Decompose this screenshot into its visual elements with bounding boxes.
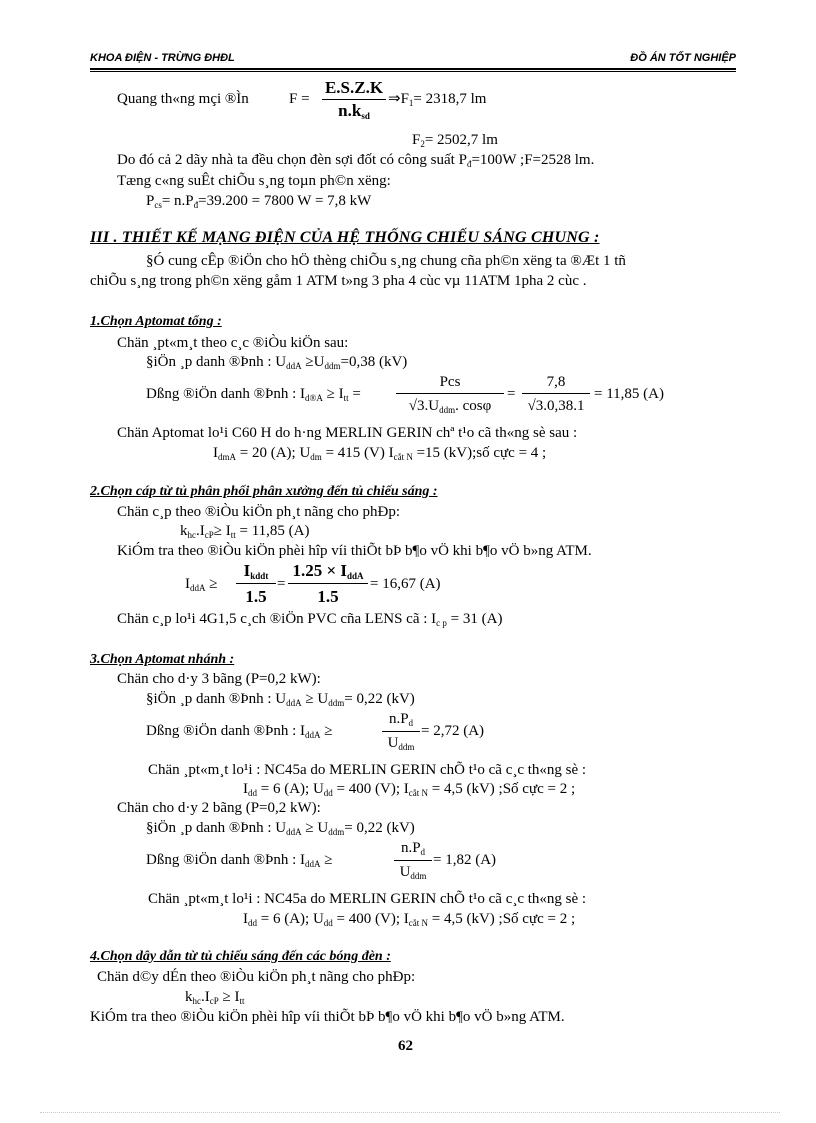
subsection-heading: 3.Chọn Aptomat nhánh : bbox=[90, 652, 235, 667]
sub: dd bbox=[248, 788, 257, 798]
text-line bbox=[243, 910, 575, 928]
text: = 6 (A); U bbox=[257, 781, 324, 797]
text: Dßng ®iÖn danh ®Þnh : I bbox=[146, 386, 306, 402]
sub: kddt bbox=[250, 571, 269, 581]
text-line bbox=[146, 192, 371, 210]
text: Chän c¸p lo¹i 4G1,5 c¸ch ®iÖn PVC cña LENS cã : I bbox=[117, 611, 437, 627]
formula-result bbox=[388, 90, 486, 108]
result-value: = 2502,7 lm bbox=[424, 132, 498, 148]
text: U bbox=[399, 864, 411, 880]
text-line bbox=[146, 722, 333, 740]
sub: c p bbox=[436, 618, 447, 628]
text: §iÖn ¸p danh ®Þnh : U bbox=[146, 354, 287, 370]
sub: cs bbox=[154, 200, 162, 210]
sub: đ bbox=[466, 159, 472, 169]
result-value: = 2318,7 lm bbox=[413, 91, 487, 107]
text: = n.P bbox=[161, 193, 194, 209]
result-text: ⇒F bbox=[388, 91, 409, 107]
text-line bbox=[146, 819, 415, 837]
sub: ddA bbox=[347, 571, 364, 581]
text: = 6 (A); U bbox=[257, 911, 324, 927]
result-value: = 2,72 (A) bbox=[421, 723, 485, 739]
fraction-numerator bbox=[288, 563, 368, 579]
text-line: Chän c¸p theo ®iÒu kiÖn ph¸t nãng cho phÐp: bbox=[117, 504, 401, 520]
sub: dmA bbox=[218, 452, 236, 462]
text: =100W ;F=2528 lm. bbox=[471, 152, 595, 168]
text: √3.U bbox=[408, 398, 440, 414]
text: ≥ bbox=[320, 852, 333, 868]
fraction-numerator bbox=[236, 563, 276, 579]
text: = 0,22 (kV) bbox=[344, 820, 415, 836]
fraction-denominator bbox=[382, 735, 420, 751]
text: U bbox=[387, 735, 399, 751]
fraction-numerator: Pcs bbox=[439, 374, 461, 390]
sub: cP bbox=[209, 996, 219, 1006]
text: k bbox=[180, 523, 188, 539]
sub: d bbox=[408, 718, 414, 728]
fraction-numerator bbox=[394, 840, 432, 856]
text: ≥ U bbox=[301, 820, 329, 836]
sub: đ bbox=[193, 200, 199, 210]
text-line bbox=[146, 385, 361, 403]
sub: ddm bbox=[324, 361, 341, 371]
text-line: KiÓm tra theo ®iÒu kiÖn phèi hîp víi thiÕt bÞ b¶o vÖ khi b¶o vÖ b»ng ATM. bbox=[117, 543, 592, 559]
denominator-text: n.k bbox=[338, 101, 362, 120]
page-number: 62 bbox=[398, 1038, 413, 1054]
fraction-bar bbox=[288, 583, 368, 584]
subsection-heading: 1.Chọn Aptomat tổng : bbox=[90, 314, 222, 329]
text: ≥U bbox=[301, 354, 325, 370]
text-line: Chän cho d·y 3 bãng (P=0,2 kW): bbox=[117, 671, 321, 687]
text: n.P bbox=[400, 840, 421, 856]
text: =15 (kV);số cực = 4 ; bbox=[412, 445, 547, 461]
text: Do đó cả 2 dãy nhà ta đều chọn đèn sợi đốt có công suất P bbox=[117, 152, 467, 168]
sub: d bbox=[420, 847, 426, 857]
formula-result bbox=[412, 131, 498, 149]
text: 1.25 × I bbox=[292, 561, 348, 580]
text-line: Chän cho d·y 2 bãng (P=0,2 kW): bbox=[117, 800, 321, 816]
text: .I bbox=[196, 523, 205, 539]
sub: ddA bbox=[305, 730, 321, 740]
equals: = bbox=[277, 576, 286, 592]
subsection-heading: 4.Chọn dây dẫn từ tủ chiếu sáng đến các bóng đèn : bbox=[90, 949, 391, 964]
sub: ddA bbox=[286, 698, 302, 708]
fraction-numerator: 7,8 bbox=[546, 374, 566, 390]
bottom-dotted-border bbox=[40, 1112, 780, 1113]
text: = 4,5 (kV) ;Số cực = 2 ; bbox=[428, 781, 576, 797]
sub: ddA bbox=[305, 859, 321, 869]
text: = 11,85 (A) bbox=[235, 523, 310, 539]
text: I bbox=[243, 561, 251, 580]
text: ≥ I bbox=[218, 989, 240, 1005]
sub: cắt N bbox=[408, 788, 428, 798]
text: Dßng ®iÖn danh ®Þnh : I bbox=[146, 852, 306, 868]
text: = 400 (V); I bbox=[332, 911, 409, 927]
sub: cP bbox=[204, 530, 214, 540]
result-value: = 11,85 (A) bbox=[594, 386, 664, 402]
sub: ddm bbox=[398, 742, 415, 752]
text-line bbox=[185, 575, 217, 593]
text: k bbox=[185, 989, 193, 1005]
sub: ddm bbox=[328, 698, 345, 708]
sub: ddA bbox=[286, 827, 302, 837]
fraction-denominator bbox=[396, 398, 504, 414]
subsection-heading: 2.Chọn cáp từ tủ phân phối phân xưởng đến tủ chiếu sáng : bbox=[90, 484, 438, 499]
text: = 415 (V) I bbox=[321, 445, 394, 461]
text: §iÖn ¸p danh ®Þnh : U bbox=[146, 820, 287, 836]
text: = 4,5 (kV) ;Số cực = 2 ; bbox=[428, 911, 576, 927]
sub: dd bbox=[248, 918, 257, 928]
text: = 0,22 (kV) bbox=[344, 691, 415, 707]
text: ≥ bbox=[205, 576, 218, 592]
text-line: Chän d©y dÉn theo ®iÒu kiÖn ph¸t nãng cho phÐp: bbox=[97, 969, 416, 985]
text: I bbox=[243, 781, 248, 797]
denominator-sub: sd bbox=[361, 111, 370, 121]
fraction-bar bbox=[322, 99, 386, 100]
formula-label: F = bbox=[289, 91, 310, 107]
text: = 400 (V); I bbox=[332, 781, 409, 797]
sub: cắt N bbox=[408, 918, 428, 928]
text: = 31 (A) bbox=[446, 611, 503, 627]
fraction-denominator: 1.5 bbox=[245, 587, 267, 606]
text: . cosφ bbox=[455, 398, 492, 414]
fraction-denominator: √3.0,38.1 bbox=[527, 398, 585, 414]
sub: dd bbox=[323, 788, 333, 798]
result-sub: 1 bbox=[408, 98, 414, 108]
text: I bbox=[185, 576, 190, 592]
sub: ddA bbox=[286, 361, 302, 371]
paragraph-line: §Ó cung cÊp ®iÖn cho hÖ thèng chiÕu s¸ng chung cña ph©n xëng ta ®Æt 1 tñ bbox=[146, 253, 626, 269]
text: P bbox=[146, 193, 155, 209]
text-line: Chän ¸pt«m¸t lo¹i : NC45a do MERLIN GERIN chÕ t¹o cã c¸c th«ng sè : bbox=[148, 762, 587, 778]
text-line bbox=[185, 988, 245, 1006]
result-sub: 2 bbox=[420, 139, 425, 149]
text: §iÖn ¸p danh ®Þnh : U bbox=[146, 691, 287, 707]
fraction-denominator: 1.5 bbox=[317, 587, 339, 606]
section-heading: III . THIẾT KẾ MẠNG ĐIỆN CỦA HỆ THỐNG CHIẾU SÁNG CHUNG : bbox=[90, 229, 600, 246]
formula-numerator: E.S.Z.K bbox=[324, 78, 384, 97]
sub: ddm bbox=[328, 827, 345, 837]
sub: ddm bbox=[410, 871, 427, 881]
text-line: KiÓm tra theo ®iÒu kiÖn phèi hîp víi thiÕt bÞ b¶o vÖ khi b¶o vÖ b»ng ATM. bbox=[90, 1009, 565, 1025]
sub: ddA bbox=[190, 583, 206, 593]
text-line: Chän Aptomat lo¹i C60 H do h·ng MERLIN GERIN chª t¹o cã th«ng sè sau : bbox=[117, 425, 578, 441]
fraction-bar bbox=[382, 731, 420, 732]
sub: tt bbox=[343, 393, 349, 403]
header-right: ĐỒ ÁN TỐT NGHIỆP bbox=[630, 52, 736, 64]
fraction-bar bbox=[236, 583, 276, 584]
text-line bbox=[180, 522, 309, 540]
text-line: Chän ¸pt«m¸t theo c¸c ®iÒu kiÖn sau: bbox=[117, 335, 349, 351]
text: = bbox=[348, 386, 361, 402]
sub: dd bbox=[323, 918, 333, 928]
page-header bbox=[90, 50, 736, 68]
header-rule bbox=[90, 68, 736, 70]
sub: tt bbox=[239, 996, 245, 1006]
sub: cắt N bbox=[393, 452, 413, 462]
text-line bbox=[146, 851, 333, 869]
text: I bbox=[213, 445, 218, 461]
text-line bbox=[146, 353, 407, 371]
text-line: Quang th«ng mçi ®Ìn bbox=[117, 91, 249, 107]
result-value: = 16,67 (A) bbox=[370, 576, 441, 592]
text: Dßng ®iÖn danh ®Þnh : I bbox=[146, 723, 306, 739]
text-line bbox=[243, 780, 575, 798]
text: =0,38 (kV) bbox=[340, 354, 408, 370]
text: .I bbox=[201, 989, 210, 1005]
header-rule-thin bbox=[90, 71, 736, 72]
paragraph-line: chiÕu s¸ng trong ph©n xëng gåm 1 ATM t»ng 3 pha 4 cùc vµ 11ATM 1pha 2 cùc . bbox=[90, 273, 587, 289]
result-text: F bbox=[412, 132, 421, 148]
fraction-bar bbox=[396, 393, 504, 394]
text: n.P bbox=[388, 711, 409, 727]
sub: hc bbox=[192, 996, 201, 1006]
sub: ddm bbox=[439, 405, 456, 415]
text: ≥ U bbox=[301, 691, 329, 707]
text: ≥ I bbox=[322, 386, 344, 402]
text-line bbox=[117, 610, 502, 628]
text-line bbox=[117, 151, 594, 169]
text: =39.200 = 7800 W = 7,8 kW bbox=[198, 193, 372, 209]
text: ≥ bbox=[320, 723, 333, 739]
result-value: = 1,82 (A) bbox=[433, 852, 497, 868]
text: I bbox=[243, 911, 248, 927]
sub: hc bbox=[187, 530, 196, 540]
fraction-bar bbox=[522, 393, 590, 394]
sub: dm bbox=[310, 452, 322, 462]
fraction-denominator bbox=[394, 864, 432, 880]
formula-denominator bbox=[322, 103, 386, 119]
text: = 20 (A); U bbox=[236, 445, 311, 461]
text: ≥ I bbox=[213, 523, 231, 539]
text-line: Tæng c«ng suÊt chiÕu s¸ng toµn ph©n xëng: bbox=[117, 173, 391, 189]
equals: = bbox=[507, 386, 516, 402]
text-line bbox=[213, 444, 546, 462]
fraction-numerator bbox=[382, 711, 420, 727]
header-left: KHOA ĐIỆN - TRỪNG ĐHĐL bbox=[90, 52, 235, 64]
sub: tt bbox=[230, 530, 236, 540]
text-line: Chän ¸pt«m¸t lo¹i : NC45a do MERLIN GERIN chÕ t¹o cã c¸c th«ng sè : bbox=[148, 891, 587, 907]
sub: d®A bbox=[305, 393, 323, 403]
fraction-bar bbox=[394, 860, 432, 861]
text-line bbox=[146, 690, 415, 708]
